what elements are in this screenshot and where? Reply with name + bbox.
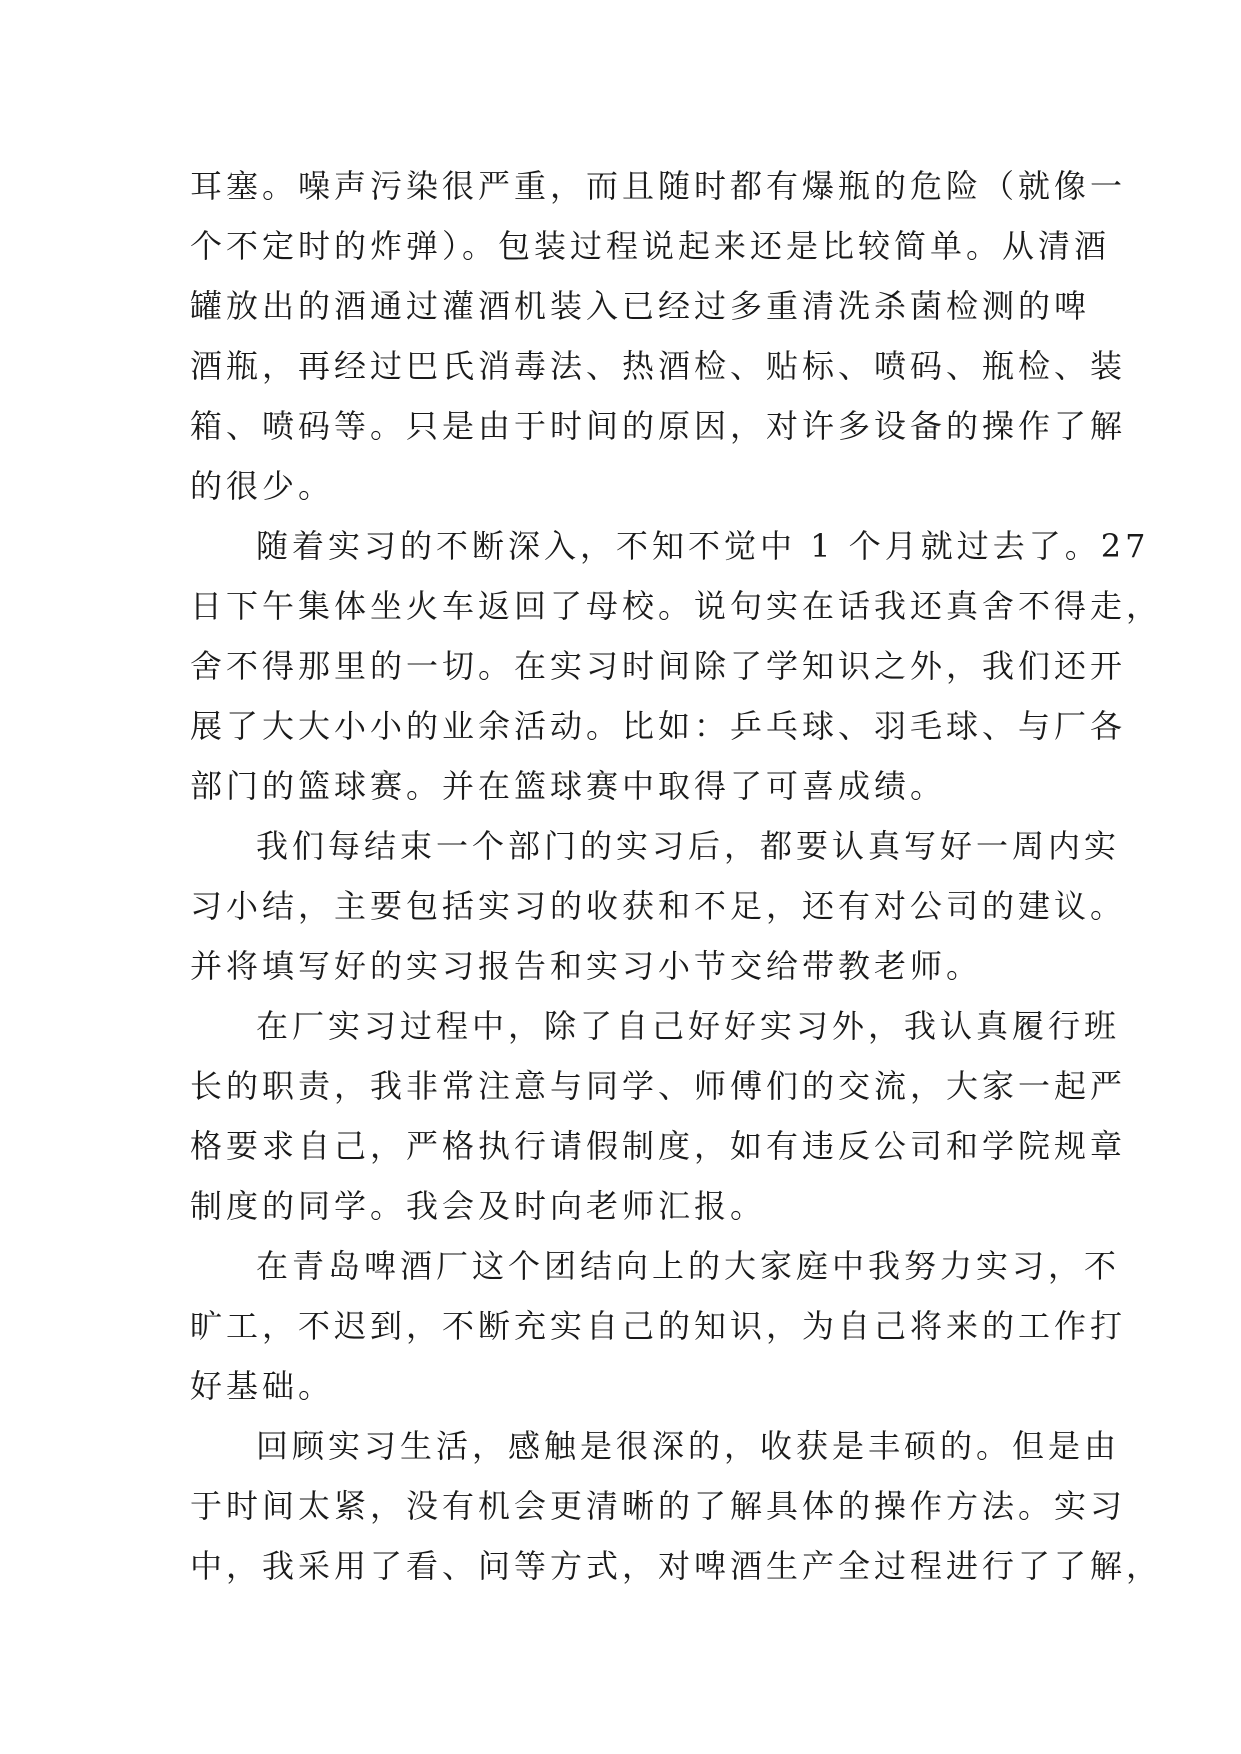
text-line: 并将填写好的实习报告和实习小节交给带教老师。	[190, 947, 983, 985]
paragraph-first-line: 在厂实习过程中，除了自己好好实习外，我认真履行班	[256, 1007, 1121, 1045]
text-line: 的很少。	[190, 467, 335, 505]
text-line: 日下午集体坐火车返回了母校。说句实在话我还真舍不得走，	[190, 587, 1163, 625]
text-line: 旷工，不迟到，不断充实自己的知识，为自己将来的工作打	[190, 1307, 1127, 1345]
text-line: 于时间太紧，没有机会更清晰的了解具体的操作方法。实习	[190, 1487, 1127, 1525]
text-line: 长的职责，我非常注意与同学、师傅们的交流，大家一起严	[190, 1067, 1127, 1105]
text-line: 习小结，主要包括实习的收获和不足，还有对公司的建议。	[190, 887, 1127, 925]
body-text	[190, 156, 1163, 1596]
text-line: 展了大大小小的业余活动。比如：乒乓球、羽毛球、与厂各	[190, 707, 1127, 745]
text-line: 中，我采用了看、问等方式，对啤酒生产全过程进行了了解，	[190, 1547, 1163, 1585]
text-line: 个不定时的炸弹）。包装过程说起来还是比较简单。从清酒	[190, 227, 1111, 265]
paragraph-first-line: 随着实习的不断深入，不知不觉中 1 个月就过去了。27	[256, 527, 1150, 565]
text-line: 部门的篮球赛。并在篮球赛中取得了可喜成绩。	[190, 767, 947, 805]
text-line: 耳塞。噪声污染很严重，而且随时都有爆瓶的危险（就像一	[190, 167, 1127, 205]
paragraph-first-line: 在青岛啤酒厂这个团结向上的大家庭中我努力实习，不	[256, 1247, 1121, 1285]
text-line: 格要求自己，严格执行请假制度，如有违反公司和学院规章	[190, 1127, 1127, 1165]
text-line: 好基础。	[190, 1367, 335, 1405]
text-line: 制度的同学。我会及时向老师汇报。	[190, 1187, 767, 1225]
paragraph-first-line: 我们每结束一个部门的实习后，都要认真写好一周内实	[256, 827, 1121, 865]
text-line: 舍不得那里的一切。在实习时间除了学知识之外，我们还开	[190, 647, 1127, 685]
text-line: 箱、喷码等。只是由于时间的原因，对许多设备的操作了解	[190, 407, 1127, 445]
text-line: 罐放出的酒通过灌酒机装入已经过多重清洗杀菌检测的啤	[190, 287, 1091, 325]
text-line: 酒瓶，再经过巴氏消毒法、热酒检、贴标、喷码、瓶检、装	[190, 347, 1127, 385]
paragraph-first-line: 回顾实习生活，感触是很深的，收获是丰硕的。但是由	[256, 1427, 1121, 1465]
